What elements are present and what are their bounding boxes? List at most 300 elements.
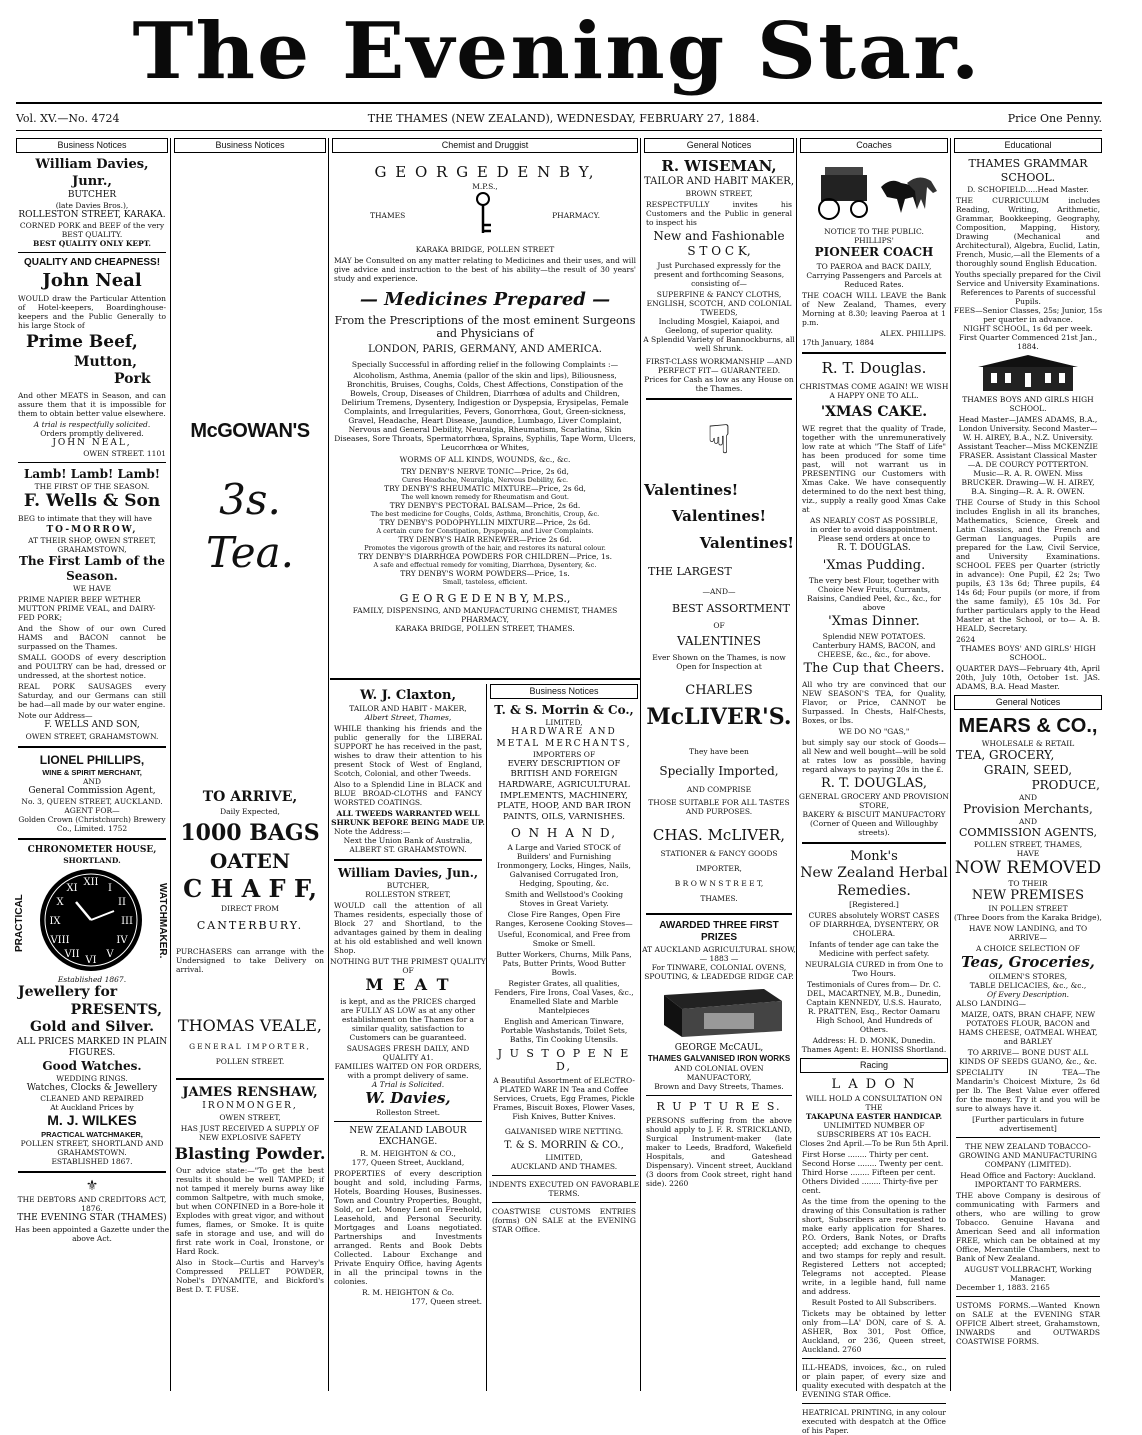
ad-text: AND	[1019, 793, 1037, 802]
ad-text: R. M. HEIGHTON & CO.,	[360, 1148, 456, 1158]
ad-text: POLLEN STREET, THAMES,	[973, 839, 1083, 849]
ad-text: The First Lamb of the Season.	[18, 554, 166, 584]
ad-text: Prices for Cash as low as any House on the Thames.	[644, 374, 794, 393]
ad-text: The very best Flour, together with Choice New Fruits, Currants, Raisins, Candied Peel, &c., &c., for above	[807, 576, 941, 612]
ad-text: TO THEIR	[1008, 879, 1048, 888]
ad-text: THAMES.	[700, 893, 738, 903]
ad-text: ROLLESTON STREET, KARAKA.	[18, 210, 166, 220]
column-2	[172, 138, 328, 1391]
ad-text: AND	[83, 776, 101, 786]
ad-text: Promotes the vigorous growth of the hair, and restores its natural colour.	[364, 544, 606, 552]
ad-text: CORNED PORK and BEEF of the very BEST QUALITY.	[19, 221, 165, 240]
column-rule	[796, 138, 797, 1391]
column-4	[642, 138, 796, 1391]
ad-text: WOULD draw the Particular Attention of Hotel-keepers, Boardinghouse-keepers and the Public Generally to his large Stock of	[18, 294, 166, 331]
key-block	[330, 191, 640, 237]
ad-text: Ever Shown on the Thames, is now Open for Inspection at	[652, 653, 786, 672]
column-3a	[330, 684, 486, 1391]
ad-text: FAMILY, DISPENSING, AND MANUFACTURING CHEMIST, THAMES PHARMACY,	[352, 606, 618, 625]
ad-text: General Commission Agent,	[28, 785, 156, 796]
ad-text: Butter Workers, Churns, Milk Pans, Pats, Butter Prints, Wood Butter Bowls.	[496, 949, 632, 977]
svg-text:XII: XII	[83, 877, 99, 888]
ad-text: MAIZE, OATS, BRAN CHAFF, NEW POTATOES FLOUR, BACON and HAMS CHEESE, OATMEAL WHEAT, and BARLEY	[958, 1010, 1098, 1046]
ad-title: PRESENTS,	[70, 1001, 162, 1018]
ad-text: SMALL GOODS of every description and POULTRY can be had, dressed or undressed, at the shortest notice.	[18, 653, 166, 681]
ad-text: GENERAL GROCERY AND PROVISION STORE,	[799, 791, 949, 810]
ad-title: CHAS. McLIVER,	[652, 826, 786, 844]
masthead-title: The Evening Star.	[132, 6, 982, 97]
ad-text: TRY DENBY'S PODOPHYLLIN MIXTURE—Price, 2s 6d.	[379, 517, 591, 527]
ad-text: BEST QUALITY ONLY KEPT.	[33, 239, 151, 249]
ad-title: L A D O N	[831, 1077, 917, 1093]
ad-text: ALSO LANDING—	[956, 999, 1027, 1008]
column-rule	[328, 138, 329, 1391]
ad-text: Result Posted to All Subscribers.	[811, 1297, 937, 1307]
ad-text: Head Office and Factory: Auckland.	[960, 1171, 1096, 1180]
column-rule	[486, 684, 487, 1391]
ad-text: THAMES BOYS AND GIRLS HIGH SCHOOL.	[962, 394, 1094, 413]
ad-title: Valentines!	[644, 480, 739, 499]
ad-slogan: QUALITY AND CHEAPNESS!	[23, 257, 161, 269]
ad-title: Valentines!	[699, 534, 794, 552]
ad-text: And the Show of our own Cured HAMS and BACON cannot be surpassed on the Thames.	[18, 624, 166, 652]
ad-text: Youths specially prepared for the Civil Service and University Examinations.	[955, 269, 1101, 288]
ad-text: FEES—Senior Classes, 25s; Junior, 15s per quarter in advance.	[953, 305, 1103, 324]
ad-title: R. WISEMAN,	[661, 157, 777, 176]
ad-sig: ALEX. PHILLIPS.	[880, 329, 946, 339]
ad-text: And other MEATS in Season, and can assure them that it is impossible for them to obtain better value elsewhere.	[18, 390, 166, 418]
ad-title: 'Xmas Dinner.	[828, 614, 920, 629]
ad-text: AS NEARLY COST AS POSSIBLE,	[810, 515, 938, 525]
ad-text: OF	[713, 621, 725, 631]
ad-text: Pork	[114, 371, 151, 387]
ad-title: McLIVER'S.	[646, 703, 792, 730]
ad-text: They have been	[689, 747, 749, 756]
ad-text: 17th January, 1884	[802, 338, 875, 348]
ad-title: W. J. Claxton,	[360, 688, 456, 703]
section-rule	[330, 678, 640, 680]
ad-title: R. T. DOUGLAS,	[820, 775, 928, 791]
ad-text: IN POLLEN STREET	[988, 904, 1068, 914]
ad-text: English and American Tinware, Portable Washstands, Toilet Sets, Baths, Tin Cooking Utensils.	[500, 1016, 628, 1044]
ad-text: CLEANED AND REPAIRED	[40, 1094, 144, 1104]
ad-sig: F. WELLS AND SON,	[44, 720, 140, 731]
ad-title: CHRONOMETER HOUSE,	[27, 844, 157, 855]
ad-text: Thames Agent: E. HONISS Shortland.	[801, 1045, 947, 1054]
ad-text: LIMITED,	[545, 1152, 583, 1162]
ad-text: TRY DENBY'S DIARRHŒA POWDERS FOR CHILDREN—Price, 1s.	[357, 552, 613, 562]
section-header: Business Notices	[174, 138, 326, 153]
ad-text: TRY DENBY'S WORM POWDERS—Price, 1s.	[400, 569, 570, 579]
ad-text: AT THEIR SHOP, OWEN STREET, GRAHAMSTOWN,	[28, 536, 156, 555]
ad-title: T. & S. Morrin & Co.,	[494, 703, 634, 718]
ad-text: GALVANISED WIRE NETTING.	[504, 1127, 624, 1136]
place-date: THE THAMES (NEW ZEALAND), WEDNESDAY, FEBRUARY 27, 1884.	[367, 111, 760, 125]
ad-text: Note our Address—	[18, 711, 93, 721]
clock-block	[14, 865, 170, 975]
ad-text: —AND—	[702, 586, 736, 596]
ad-text: Prime Beef,	[26, 332, 138, 353]
ad-text: WHOLESALE & RETAIL	[981, 739, 1075, 748]
ad-text: AND	[1019, 817, 1037, 826]
ad-text: THE DEBTORS AND CREDITORS ACT, 1876.	[17, 1195, 167, 1214]
masthead	[0, 4, 1114, 100]
ad-text: All who try are convinced that our NEW SEASON'S TEA, for Quality, Flavor, or Price, CANNOT be Surpassed. In Chests, Half-Chests, Boxes, or lbs.	[802, 679, 946, 725]
ad-text: TRY DENBY'S NERVE TONIC—Price, 2s 6d,	[401, 466, 569, 476]
ad-title: THAMES GRAMMAR SCHOOL.	[968, 157, 1088, 184]
ad-text: WE HAVE	[72, 584, 112, 594]
ad-title: 1000 BAGS	[180, 819, 320, 846]
ad-text: The best medicine for Coughs, Colds, Asthma, Bronchitis, Croup, &c.	[370, 509, 600, 518]
svg-text:X: X	[56, 897, 64, 908]
ad-text: PHILLIPS'	[854, 236, 894, 246]
ad-text: HEATRICAL PRINTING, in any colour executed with despatch at the Office of his Paper.	[802, 1407, 946, 1435]
ad-title: Valentines!	[671, 507, 767, 526]
ad-text: Just Purchased expressly for the present and forthcoming Seasons, consisting of—	[653, 260, 785, 288]
ad-text: BEG to intimate that they will have	[18, 514, 152, 523]
ad-text: NEURALGIA CURED in from One to Two Hours.	[804, 960, 944, 978]
ad-sig: W. Davies,	[365, 1089, 451, 1108]
ad-text: Splendid NEW POTATOES. Canterbury HAMS, BACON, and CHEESE, &c., &c., for above.	[812, 632, 936, 660]
ad-text: THOSE SUITABLE FOR ALL TASTES AND PURPOSES.	[648, 798, 790, 816]
ad-text: First Quarter Commenced 21st Jan., 1884.	[958, 332, 1098, 351]
ad-text: NOTHING BUT THE PRIMEST QUALITY OF	[330, 957, 486, 976]
ad-text: OILMEN'S STORES,	[988, 972, 1068, 981]
ad-text: Head Master—JAMES ADAMS, B.A., London University. Second Master—W. H. AIREY, B.A., N.Z. University. Assistant Teacher—Miss MCKENZIE FRASER. Assistant Classical Master—A. DE COURCY POTTERTON. Music—R. A. R. OWEN. Miss BRUCKER. Drawing—W. H. AIREY, B.A. Singing—R. A. R. OWEN.	[958, 414, 1098, 496]
ad-text: FAMILIES WAITED ON FOR ORDERS, with a prompt delivery of same.	[334, 1062, 482, 1081]
svg-text:VI: VI	[85, 955, 97, 966]
ad-text: LONDON, PARIS, GERMANY, AND AMERICA.	[368, 344, 602, 355]
ad-text: A Trial is Solicited.	[371, 1080, 445, 1090]
column-rule	[640, 138, 641, 1391]
ad-title: F. Wells & Son	[23, 490, 161, 511]
ad-text: AUCKLAND AND THAMES.	[510, 1161, 618, 1171]
ad-text: No. 3, QUEEN STREET, AUCKLAND.	[21, 796, 163, 806]
ad-text: Alcoholism, Asthma, Anemia (pallor of the skin and lips), Biliousness, Bronchitis, Bruises, Coughs, Colds, Chest Affections, Constipation of the Bowels, Croup, Diseases of Children, Diarrhœa of adults and Children, Delirium Tremens, Dysentery, Indigestion or Dyspepsia, Erysipelas, Female Complaints, and Irregularities, Fevers, Gonorrhœa, Gout, Green-sickness, Gravel, Headache, Heart Disease, Jaundice, Lumbago, Liver Complaint, Nervous and General Debility, Neuralgia, Rheumatism, Scarlatina, Skin Diseases, Sore Throats, Spermatorrhœa, Sprains, Syphilis, Tape Worm, Ulcers, Leucorrhœa or Whites,	[334, 370, 636, 452]
ad-text: CANTERBURY.	[196, 919, 304, 933]
dateline	[16, 110, 1102, 126]
ad-text: Testimonials of Cures from— Dr. C. DEL, MACARTNEY, M.B., Dunedin, Captain KENNEDY, U.S.S. Haurato, R. PRATTEN, Esq., Rector Oamaru High School, And Hundreds of Others.	[806, 980, 942, 1034]
ad-sig: JOHN NEAL,	[52, 437, 132, 448]
ad-text: but simply say our stock of Goods—all New and well bought—will be sold at rates low as possible, having regard always to paying 20s in the £.	[802, 737, 946, 774]
ad-text: Daily Expected,	[220, 806, 280, 816]
ad-title: M. J. WILKES	[47, 1112, 137, 1129]
ad-text: TRY DENBY'S PECTORAL BALSAM—Price, 2s 6d.	[389, 500, 581, 510]
ad-text: Our advice state:—"To get the best results it should be well TAMPED; if not tamped it merely burns away like common Saltpetre, with much smoke, but when CONFINED in a Bore-hole it Explodes with great vigor, and without fumes, flames, or Smoke. It is quite safe in storage and use, and will do first rate work in Coal, Ironstone, or Hard Rock.	[176, 1165, 324, 1256]
ad-text: A CHOICE SELECTION OF	[975, 944, 1080, 954]
ad-title: Specially Imported,	[659, 764, 779, 778]
volume: Vol. XV.—No. 4724	[16, 111, 120, 125]
dateline-rule	[16, 130, 1102, 131]
ad-title: Blasting Powder.	[174, 1143, 326, 1163]
ad-text: TO PAEROA and BACK DAILY, Carrying Passengers and Parcels at Reduced Rates.	[806, 262, 942, 290]
ad-text: TAKAPUNA EASTER HANDICAP.	[805, 1111, 943, 1121]
ad-text: BUTCHER,	[386, 881, 430, 891]
ad-text: THE EVENING STAR (THAMES)	[17, 1213, 167, 1224]
ad-text: At Auckland Prices by	[50, 1103, 134, 1113]
ad-text: Tickets may be obtained by letter only from—LA' DON, care of S. A. ASHER, Box 301, Post Office, Auckland, or 236, Queen street, Auckland. 2760	[802, 1308, 946, 1354]
ad-text: LIMITED,	[545, 718, 583, 728]
ad-title: R. T. Douglas.	[821, 359, 927, 378]
ad-text: THE above Company is desirous of communicating with Farmers and others, who are willing to grow Tobacco. Genuine Havana and American Seed and all information FREE, which can be obtained at my Office, Mercantile Chambers, next to Bank of New Zealand.	[956, 1191, 1100, 1263]
ad-text: A Large and Varied STOCK of Builders' and Furnishing Ironmongery, Locks, Hinges, Nails, Galvanised Corrugated Iron, Hedging, Spouting, &c.	[497, 842, 631, 888]
clock-left-label: PRACTICAL	[14, 894, 25, 952]
ad-text: D. SCHOFIELD.....Head Master.	[967, 184, 1089, 194]
ad-title: JAMES RENSHAW,	[182, 1085, 318, 1100]
ad-title: GEORGE McCAUL,	[674, 1042, 764, 1053]
ad-text: Of Every Description.	[986, 990, 1070, 999]
ad-text: A certain cure for Constipation, Dyspepsia, and Liver Complaints.	[376, 526, 594, 535]
oven-icon	[644, 983, 794, 1041]
ad-text: A Splendid Variety of Bannockburns, all well Shrunk.	[643, 334, 795, 353]
ad-text: References to Parents of successful Pupils.	[960, 287, 1096, 306]
section-header: Business Notices	[490, 684, 638, 699]
ad-text: BAKERY & BISCUIT MANUFACTORY	[802, 809, 946, 819]
section-header: Racing	[800, 1058, 948, 1073]
ad-text: For TINWARE, COLONIAL OVENS, SPOUTING, & LEADEDGE RIDGE CAP.	[644, 962, 794, 981]
ad-text: 177, Queen street.	[411, 1296, 482, 1306]
ad-text: IMPORTERS OF	[532, 749, 596, 759]
ad-text: INDENTS EXECUTED ON FAVORABLE TERMS.	[488, 1179, 640, 1198]
ad-text: KARAKA BRIDGE, POLLEN STREET	[415, 245, 555, 254]
ad-text: OWEN STREET,	[219, 1112, 281, 1122]
ad-text: B R O W N S T R E E T,	[674, 878, 764, 888]
column-rule	[170, 138, 171, 1391]
ad-text: OWEN STREET, GRAHAMSTOWN.	[25, 731, 159, 741]
ad-text: Infants of tender age can take the Medicine with perfect safety.	[809, 940, 939, 958]
ad-text: KARAKA BRIDGE, POLLEN STREET, THAMES.	[395, 624, 575, 634]
ad-text: SUPERFINE & FANCY CLOTHS, ENGLISH, SCOTCH, AND COLONIAL TWEEDS,	[646, 289, 792, 317]
ad-text: WINE & SPIRIT MERCHANT,	[42, 767, 142, 777]
ad-text: THE CURRICULUM includes Reading, Writing, Arithmetic, Grammar, Bookkeeping, Geography, Composition, Mapping, History, Drawing (Mechanical and Architectural), Algebra, Euclid, Latin, French, Music,—all the Elements of a thoroughly sound English Education.	[956, 195, 1100, 268]
ad-text: HAVE	[1016, 848, 1040, 858]
ad-text: AND COLONIAL OVEN MANUFACTORY,	[674, 1064, 764, 1082]
ad-title: G E O R G E D E N B Y,	[374, 163, 596, 182]
ad-text: SHORTLAND.	[63, 856, 121, 865]
ad-text: IMPORTER,	[696, 863, 742, 873]
svg-text:IX: IX	[49, 916, 61, 927]
ad-text: IMPORTANT TO FARMERS.	[974, 1180, 1082, 1189]
ad-text: A safe and effectual remedy for vomiting, Diarrhœa, Dysentery, &c.	[373, 561, 597, 570]
ad-text: ROLLESTON STREET,	[365, 890, 451, 900]
ad-title: C H A F F,	[183, 874, 317, 904]
ad-text: Cures Headache, Neuralgia, Nervous Debility, &c.	[401, 475, 569, 484]
ad-text: WHILE thanking his friends and the public generally for the LIBERAL SUPPORT he has received in the past, wishes to draw their attention to his present Stock of West of England, Scotch, Colonial, and other Tweeds.	[334, 724, 482, 779]
ad-title: VALENTINES	[677, 634, 761, 649]
ad-text: [Further particulars in future advertisement]	[972, 1115, 1084, 1133]
ad-text: PROPERTIES of every description bought and sold, including Farms, Hotels, Boarding Houses, Businesses. Town and Country Properties, Bought, Sold, or Let. Money Lent on Freehold, Leasehold, and Personal Security. Mortgages and Loans negotiated. Partnerships and Investments arranged. Rents and Book Debts Collected. Labour Exchange and Private Enquiry Office, having Agents in all the principal towns in the colonies.	[334, 1168, 482, 1286]
ad-title: The Cup that Cheers.	[803, 661, 945, 677]
svg-text:II: II	[118, 897, 126, 908]
ad-text: Including Mosgiel, Kaiapoi, and Geelong, of superior quality.	[658, 316, 780, 335]
ad-text: THAMES BOYS' AND GIRLS' HIGH SCHOOL.	[960, 643, 1096, 662]
ad-sig: R. M. HEIGHTON & Co.	[361, 1287, 455, 1297]
ad-text: FIRST-CLASS WORKMANSHIP —AND PERFECT FIT— GUARANTEED.	[645, 356, 793, 375]
ad-text: PRIME NAPIER BEEF WETHER MUTTON PRIME VEAL, and DAIRY-FED PORK;	[18, 595, 156, 623]
ad-text: THE FIRST OF THE SEASON.	[34, 481, 150, 491]
ad-text: QUARTER DAYS—February 4th, April 20th, July 10th, October 1st. JAS. ADAMS, B.A. Head Master.	[956, 663, 1100, 691]
ad-text: Established 1867.	[57, 975, 127, 984]
ad-text: AT AUCKLAND AGRICULTURAL SHOW, — 1883 —	[642, 944, 796, 963]
ad-text: WE regret that the quality of Trade, together with the unremuneratively low rate at which "The Staff of Life" has been produced for some time past, will not warrant us in PRESENTING our Customers with Xmas Cake. We have consequently determined to do the next best thing, viz., supply a really good Xmas Cake at	[802, 423, 946, 514]
ad-text: BUTCHER	[67, 189, 117, 200]
ad-title: O N H A N D,	[510, 825, 618, 840]
ad-text: WILL HOLD A CONSULTATION ON THE	[805, 1093, 943, 1112]
ad-title: TEA, GROCERY,	[956, 748, 1055, 762]
ad-title: AWARDED THREE FIRST PRIZES	[659, 919, 779, 944]
ad-text: WORMS OF ALL KINDS, WOUNDS, &c., &c.	[399, 454, 571, 464]
ad-title: COMMISSION AGENTS,	[958, 826, 1098, 839]
clock-icon	[36, 867, 146, 973]
ad-text: TABLE DELICACIES, &c., &c.,	[969, 981, 1087, 990]
ad-title: Monk's	[850, 848, 898, 864]
ad-title: New and Fashionable	[653, 228, 785, 243]
ad-text: Golden Crown (Christchurch) Brewery Co., Limited. 1752	[18, 814, 166, 833]
ad-text: Specially Successful in affording relief in the following Complaints :—	[351, 359, 619, 369]
ad-text: PERSONS suffering from the above should apply to J. F. R. STRICKLAND, Surgical Instrument-maker (late maker to Leeds, Bradford, Wakefield Hospitals, and Gateshead Dispensary). Vincent street, Auckland (3 doors from Cook street, right hand side). 2260	[646, 1115, 792, 1188]
ad-sig: T. & S. MORRIN & CO.,	[504, 1140, 624, 1151]
svg-text:XI: XI	[66, 883, 78, 894]
ad-title: Good Watches.	[42, 1059, 142, 1073]
ad-text: IRONMONGER,	[202, 1101, 298, 1112]
ad-text: TAILOR AND HABIT MAKER,	[643, 176, 795, 187]
ad-title: OATEN	[209, 849, 291, 874]
ad-text: (Corner of Queen and Willoughby streets).	[809, 818, 939, 837]
ad-text: TAILOR AND HABIT - MAKER,	[349, 704, 467, 714]
section-header: Coaches	[800, 138, 948, 153]
ad-text: THAMES GALVANISED IRON WORKS	[647, 1054, 791, 1063]
ad-text: Close Fire Ranges, Open Fire Ranges, Kerosene Cooking Stoves—	[495, 909, 633, 928]
ad-text: PRACTICAL WATCHMAKER,	[41, 1129, 143, 1139]
coach-icon	[801, 157, 947, 227]
ad-text: SPECIALITY IN TEA—The Mandarin's Choicest Mixture, 2s 6d per lb. The Best Value ever offered for the money. Try it and you will be sure to always have it.	[956, 1068, 1100, 1113]
ad-text: As the time from the opening to the drawing of this Consultation is rather short, Subscribers are requested to make early application for Shares. P.O. Orders, Bank Notes, or Drafts accepted; add exchange to cheques and two stamps for reply and result. Registered Letters not accepted; Telegrams not accepted. Please write, in a legible hand, full name and address.	[802, 1196, 946, 1296]
section-header: Chemist and Druggist	[332, 138, 638, 153]
ad-text: THAMES	[370, 211, 406, 220]
ad-title: Teas, Groceries,	[961, 953, 1095, 972]
ad-text: RESPECTFULLY invites his Customers and the Public in general to inspect his	[646, 199, 792, 227]
ad-title: TO ARRIVE,	[202, 789, 298, 806]
ad-text: ALL PRICES MARKED IN PLAIN FIGURES.	[16, 1036, 168, 1058]
school-building-icon	[973, 353, 1083, 393]
ad-title: — Medicines Prepared —	[359, 289, 611, 310]
ad-text: WOULD call the attention of all Thames residents, especially those of Block 27 and Shortland, to the advantages gained by them in dealing at his old established and well known Shop.	[334, 901, 482, 956]
ad-title: THOMAS VEALE,	[178, 1016, 322, 1035]
ad-title: John Neal	[42, 269, 142, 291]
ad-text: MAY be Consulted on any matter relating to Medicines and their uses, and will give advice and instruction to the best of his ability—the result of 30 years' study and experience.	[334, 256, 636, 283]
ad-text: HAVE NOW LANDING, and TO ARRIVE—	[968, 924, 1088, 943]
ad-text: THE LARGEST	[648, 564, 732, 578]
ad-title: 'XMAS CAKE.	[820, 404, 928, 420]
ad-text: EVERY DESCRIPTION OF BRITISH AND FOREIGN HARDWARE, AGRICULTURAL IMPLEMENTS, MACHINERY, PLATE, HOOP, AND BAR IRON PAINTS, OILS, VARNISHES.	[497, 758, 631, 822]
ad-text: ALL TWEEDS WARRANTED WELL SHRUNK BEFORE BEING MADE UP.	[331, 809, 485, 828]
ad-text: Closes 2nd April.—To be Run 5th April.	[799, 1138, 949, 1148]
svg-text:III: III	[121, 916, 133, 927]
ad-sig: R. T. DOUGLAS.	[837, 542, 911, 553]
ad-text: NIGHT SCHOOL, 1s 6d per week.	[963, 323, 1093, 333]
ad-text: Also in Stock—Curtis and Harvey's Compressed PELLET POWDER, Nobel's DYNAMITE, and Bickford's Best D. T. FUSE.	[176, 1257, 324, 1294]
ad-text: USTOMS FORMS.—Wanted Known on SALE at the EVENING STAR OFFICE Albert street, Grahamstown, INWARDS and OUTWARDS COASTWISE FORMS.	[956, 1301, 1100, 1346]
column-5	[798, 138, 950, 1435]
ad-text: Albert Street, Thames,	[364, 713, 452, 723]
ad-text: UNLIMITED NUMBER OF SUBSCRIBERS AT 10s EACH.	[816, 1120, 932, 1139]
section-header: General Notices	[954, 695, 1102, 710]
column-6	[952, 138, 1104, 1391]
ad-text: POLLEN STREET, SHORTLAND AND GRAHAMSTOWN.	[20, 1138, 164, 1157]
ad-text: 177, Queen Street, Auckland,	[351, 1157, 465, 1167]
ad-title: LIONEL PHILLIPS,	[39, 752, 145, 767]
svg-text:V: V	[106, 949, 114, 960]
ad-text: TO-MORROW,	[46, 525, 138, 535]
ad-text: THE NEW ZEALAND TOBACCO-GROWING AND MANUFACTURING COMPANY (LIMITED).	[959, 1142, 1097, 1169]
ad-title: PRODUCE,	[1031, 778, 1100, 792]
ad-text: SAUSAGES FRESH DAILY, AND QUALITY A1.	[346, 1044, 470, 1063]
ad-title: Provision Merchants,	[963, 802, 1093, 816]
ad-title: PIONEER COACH	[814, 245, 934, 260]
ad-text: Rolleston Street.	[375, 1108, 440, 1117]
ad-text: PURCHASERS can arrange with the Undersigned to take Delivery on arrival.	[176, 947, 324, 974]
ad-text: HARDWARE AND METAL MERCHANTS,	[496, 727, 632, 749]
ad-title: Jewellery for	[18, 984, 118, 1000]
ad-text: 2624	[956, 634, 976, 644]
ad-text: Register Grates, all qualities, Fenders, Fire Irons, Coal Vases, &c., Enamelled Slate and Marble Mantelpieces	[494, 978, 634, 1015]
ad-title: CHARLES	[685, 683, 753, 699]
ad-title: McGOWAN'S	[190, 420, 310, 443]
key-icon	[470, 191, 496, 237]
ad-text: GENERAL IMPORTER,	[189, 1042, 311, 1051]
ad-text: Small, tasteless, efficient.	[442, 578, 528, 587]
ad-text: POLLEN STREET.	[215, 1057, 285, 1066]
ad-text: Useful, Economical, and Free from Smoke or Smell.	[497, 929, 631, 948]
ad-text: A trial is respectfully solicited.	[33, 419, 151, 429]
ad-text: THE Course of Study in this School includes English in all its branches, Mathematics, Science, Greek and Latin Classics, and the French and German Languages. Pupils are prepared for the Law, Civil Service, and University Examinations. SCHOOL FEES per Quarter (strictly in advance): One Pupil, £2 2s; Two pupils, £3 13s 6d; Three pupils, £4 14s 6d; Four pupils (or more, if from the same family), £5 10s 3d. For further particulars apply to the Head Master at the School, or to— A. B. HEALD, Secretary.	[956, 497, 1100, 633]
ad-title: M E A T	[365, 975, 451, 995]
ad-text: REAL PORK SAUSAGES every Saturday, and our Germans can still be had—all made by our water engine.	[18, 682, 166, 710]
ad-text: in order to avoid disappointment. Please send orders at once to	[810, 524, 938, 543]
ad-text: A Beautiful Assortment of ELECTRO-PLATED WARE IN Tea and Coffee Services, Cruets, Egg Frames, Pickle Frames, Biscuit Boxes, Flower Vases, Fish Knives, Butter Knives.	[493, 1076, 635, 1121]
ad-title: S T O C K,	[687, 243, 751, 258]
ad-text: HAS JUST RECEIVED A SUPPLY OF NEW EXPLOSIVE SAFETY	[180, 1123, 320, 1142]
ad-title: NEW ZEALAND LABOUR EXCHANGE.	[349, 1126, 467, 1148]
ad-text: CURES absolutely WORST CASES OF DIARRHŒA, DYSENTERY, OR CHOLERA.	[808, 911, 940, 938]
ad-text: CHRISTMAS COME AGAIN! WE WISH A HAPPY ONE TO ALL.	[799, 382, 949, 400]
ad-title: Lamb! Lamb! Lamb!	[23, 466, 161, 481]
ad-text: WEDDING RINGS.	[56, 1074, 128, 1083]
masthead-rule	[16, 102, 1102, 104]
ad-title: MEARS & CO.,	[958, 715, 1098, 737]
ad-text: ESTABLISHED 1867.	[51, 1156, 133, 1166]
svg-text:VII: VII	[64, 949, 80, 960]
ad-text: From the Prescriptions of the most eminent Surgeons and Physicians of	[334, 313, 636, 341]
ad-text: The well known remedy for Rheumatism and Gout.	[401, 492, 569, 501]
ad-text: Brown and Davy Streets, Thames.	[654, 1082, 784, 1091]
ad-text: NOTICE TO THE PUBLIC.	[824, 227, 924, 237]
ad-text: Next the Union Bank of Australia, ALBERT ST. GRAHAMSTOWN.	[343, 836, 473, 855]
ad-text: AGENT FOR—	[64, 805, 120, 815]
ad-text: TRY DENBY'S HAIR RENEWER—Price 2s 6d.	[398, 535, 572, 544]
ad-text: BEST ASSORTMENT	[671, 601, 790, 615]
pointing-hand-icon: ☟	[706, 416, 732, 463]
column-3b	[488, 684, 640, 1391]
ad-text: COASTWISE CUSTOMS ENTRIES (forms) ON SALE at the EVENING STAR Office.	[492, 1206, 636, 1234]
section-header: Educational	[954, 138, 1102, 153]
column-1	[14, 138, 170, 1391]
ad-text: BROWN STREET,	[685, 188, 753, 198]
ad-title: New Zealand Herbal Remedies.	[800, 865, 948, 899]
ad-title: J U S T O P E N E D,	[497, 1046, 631, 1074]
svg-text:VIII: VIII	[50, 935, 70, 946]
price: Price One Penny.	[1007, 111, 1102, 125]
